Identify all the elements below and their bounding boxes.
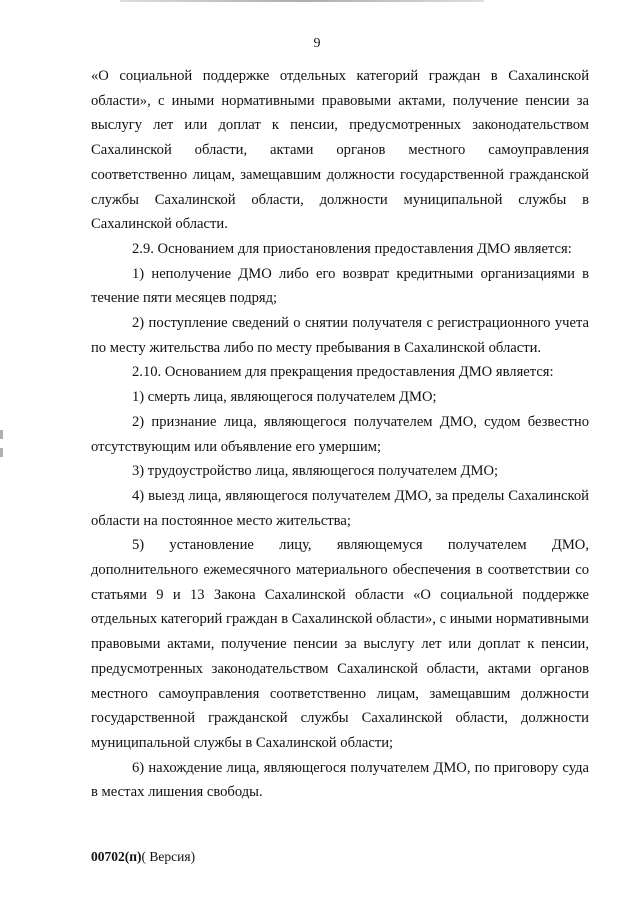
paragraph-2-10-item-6: 6) нахождение лица, являющегося получателем ДМО, по приговору суда в местах лишения свободы. bbox=[91, 759, 589, 801]
scan-top-edge bbox=[120, 0, 484, 2]
scan-mark bbox=[0, 448, 3, 457]
paragraph-section-2-10: 2.10. Основанием для прекращения предоставления ДМО является: bbox=[132, 364, 554, 381]
document-body bbox=[91, 64, 589, 805]
paragraph-2-10-item-4: 4) выезд лица, являющегося получателем ДМО, за пределы Сахалинской области на постоянное место жительства; bbox=[91, 487, 589, 529]
scan-mark bbox=[0, 430, 3, 439]
footer-document-code: 00702(п) bbox=[91, 849, 142, 864]
paragraph-continuation: «О социальной поддержке отдельных категорий граждан в Сахалинской области», с иными нормативными правовыми актами, получение пенсии за выслугу лет или доплат к пенсии, предусмотренных законодательством Сахалинской области, актами органов местного самоуправления соответственно лицам, замещавшим должности государственной гражданской службы Сахалинской области, должности муниципальной службы в Сахалинской области. bbox=[91, 68, 589, 233]
paragraph-section-2-9: 2.9. Основанием для приостановления предоставления ДМО является: bbox=[132, 240, 572, 257]
paragraph-2-9-item-2: 2) поступление сведений о снятии получателя с регистрационного учета по месту жительства либо по месту пребывания в Сахалинской области. bbox=[91, 315, 589, 356]
paragraph-2-10-item-5: 5) установление лицу, являющемуся получателем ДМО, дополнительного ежемесячного материального обеспечения в соответствии со статьями 9 и 13 Закона Сахалинской области «О социальной поддержке отдельных категорий граждан в Сахалинской области», с иными нормативными правовыми актами, получение пенсии за выслугу лет или доплат к пенсии, предусмотренных законодательством Сахалинской области, актами органов местного самоуправления соответственно лицам, замещавшим должности государственной гражданской службы Сахалинской области, должности муниципальной службы в Сахалинской области; bbox=[91, 537, 589, 751]
document-footer bbox=[91, 849, 195, 865]
paragraph-2-10-item-1: 1) смерть лица, являющегося получателем ДМО; bbox=[132, 389, 437, 406]
page-number: 9 bbox=[313, 36, 321, 51]
paragraph-2-10-item-3: 3) трудоустройство лица, являющегося получателем ДМО; bbox=[132, 463, 499, 480]
paragraph-2-9-item-1: 1) неполучение ДМО либо его возврат кредитными организациями в течение пяти месяцев подряд; bbox=[91, 265, 589, 307]
paragraph-2-10-item-2: 2) признание лица, являющегося получателем ДМО, судом безвестно отсутствующим или объявление его умершим; bbox=[91, 413, 589, 455]
footer-version: ( Версия) bbox=[141, 849, 196, 864]
